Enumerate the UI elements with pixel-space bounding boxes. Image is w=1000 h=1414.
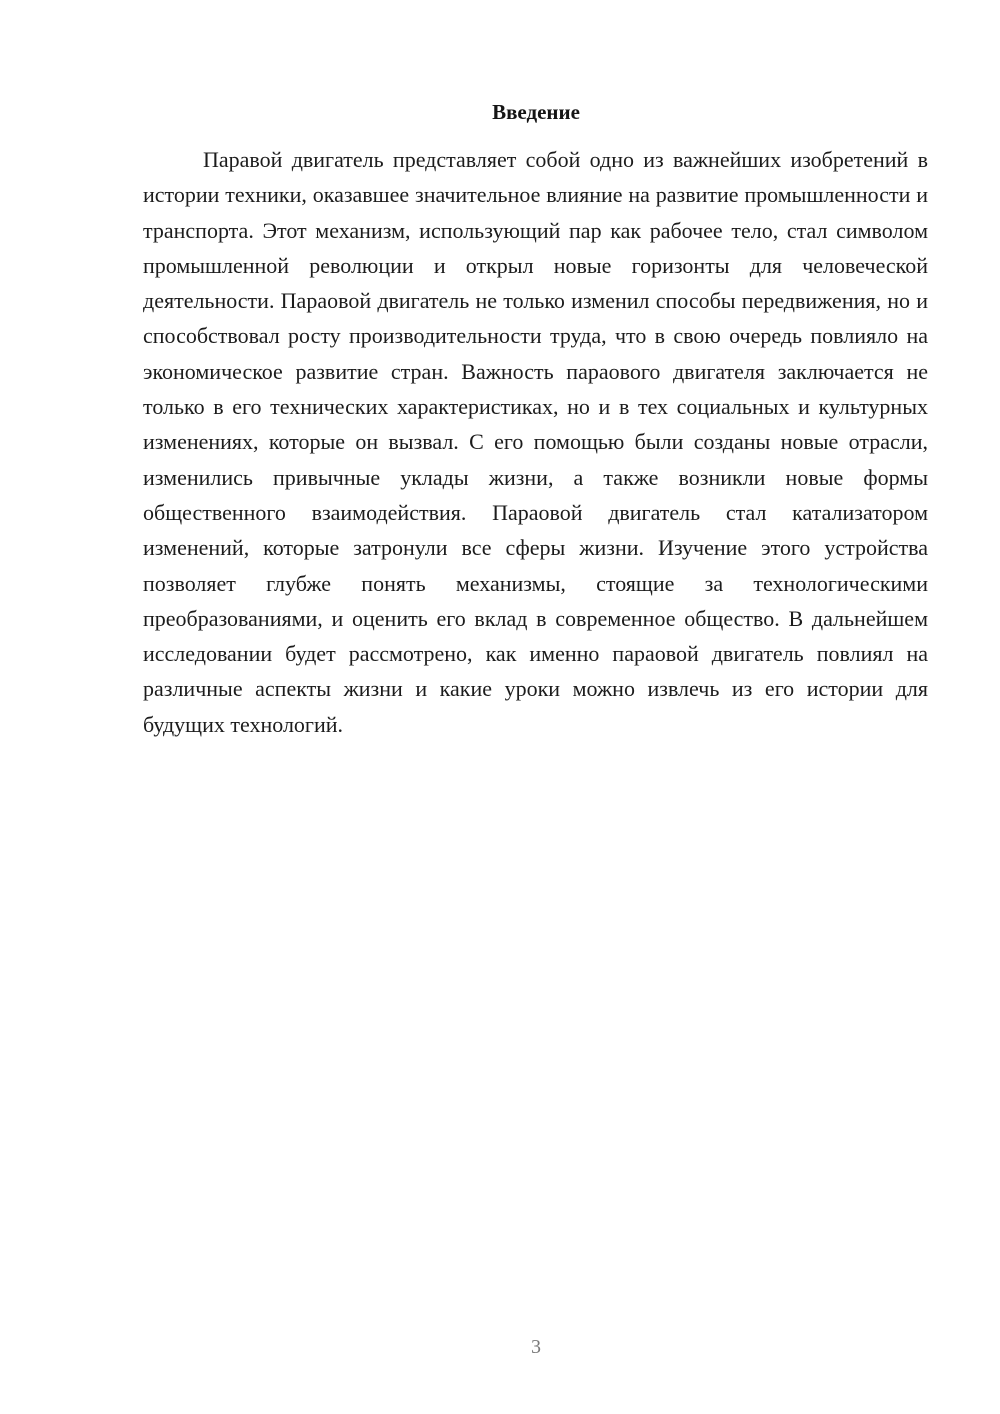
intro-paragraph: Паравой двигатель представляет собой одно из важнейших изобретений в истории техники, оказавшее значительное влияние на развитие промышленности и транспорта. Этот механизм, использующий пар как рабочее тело, стал символом промышленной революции и открыл новые горизонты для человеческой деятельности. Параовой двигатель не только изменил способы передвижения, но и способствовал росту производительности труда, что в свою очередь повлияло на экономическое развитие стран. Важность параового двигателя заключается не только в его технических характеристиках, но и в тех социальных и культурных изменениях, которые он вызвал. С его помощью были созданы новые отрасли, изменились привычные уклады жизни, а также возникли новые формы общественного взаимодействия. Параовой двигатель стал катализатором изменений, которые затронули все сферы жизни. Изучение этого устройства позволяет глубже понять механизмы, стоящие за технологическими преобразованиями, и оценить его вклад в современное общество. В дальнейшем исследовании будет рассмотрено, как именно параовой двигатель повлиял на различные аспекты жизни и какие уроки можно извлечь из его истории для будущих технологий.: [143, 147, 928, 737]
page-number: 3: [531, 1336, 541, 1358]
section-title: Введение: [492, 100, 580, 124]
